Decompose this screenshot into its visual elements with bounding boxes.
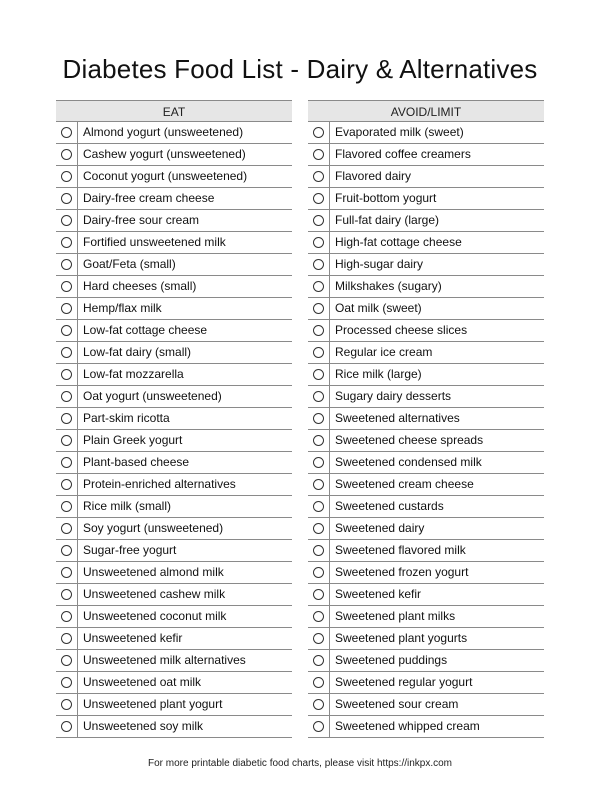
avoid-list bbox=[308, 100, 544, 738]
checkbox-cell bbox=[56, 628, 78, 649]
avoid-list-item bbox=[308, 166, 544, 188]
item-label: Sugar-free yogurt bbox=[83, 543, 177, 557]
checkbox-circle-icon[interactable] bbox=[61, 633, 72, 644]
item-label: Rice milk (large) bbox=[335, 367, 422, 381]
eat-list-item bbox=[56, 364, 292, 386]
checkbox-cell bbox=[308, 122, 330, 143]
checkbox-cell bbox=[56, 232, 78, 253]
checkbox-circle-icon[interactable] bbox=[61, 479, 72, 490]
item-label: Flavored dairy bbox=[335, 169, 412, 183]
avoid-list-item bbox=[308, 540, 544, 562]
avoid-list-item bbox=[308, 496, 544, 518]
item-label: Sweetened condensed milk bbox=[335, 455, 482, 469]
checkbox-cell bbox=[308, 518, 330, 539]
checkbox-circle-icon[interactable] bbox=[313, 325, 324, 336]
checkbox-circle-icon[interactable] bbox=[61, 435, 72, 446]
checkbox-circle-icon[interactable] bbox=[313, 699, 324, 710]
item-label: Low-fat mozzarella bbox=[83, 367, 184, 381]
checkbox-cell bbox=[56, 540, 78, 561]
eat-list-item bbox=[56, 430, 292, 452]
checkbox-circle-icon[interactable] bbox=[61, 303, 72, 314]
checkbox-cell bbox=[308, 386, 330, 407]
item-label: Sweetened flavored milk bbox=[335, 543, 466, 557]
item-label: Sweetened frozen yogurt bbox=[335, 565, 469, 579]
checkbox-cell bbox=[308, 276, 330, 297]
eat-list-item bbox=[56, 188, 292, 210]
item-label: Sweetened regular yogurt bbox=[335, 675, 473, 689]
checkbox-circle-icon[interactable] bbox=[313, 589, 324, 600]
checkbox-cell bbox=[308, 606, 330, 627]
item-label: Milkshakes (sugary) bbox=[335, 279, 442, 293]
checkbox-circle-icon[interactable] bbox=[61, 215, 72, 226]
checkbox-circle-icon[interactable] bbox=[61, 567, 72, 578]
checkbox-cell bbox=[308, 584, 330, 605]
avoid-list-item bbox=[308, 606, 544, 628]
item-label: Rice milk (small) bbox=[83, 499, 171, 513]
eat-list-item bbox=[56, 408, 292, 430]
eat-list-item bbox=[56, 144, 292, 166]
checkbox-cell bbox=[308, 650, 330, 671]
checkbox-cell bbox=[308, 232, 330, 253]
eat-list-item bbox=[56, 672, 292, 694]
item-label: Flavored coffee creamers bbox=[335, 147, 471, 161]
checkbox-circle-icon[interactable] bbox=[61, 677, 72, 688]
checkbox-circle-icon[interactable] bbox=[61, 259, 72, 270]
checkbox-circle-icon[interactable] bbox=[61, 325, 72, 336]
item-label: Soy yogurt (unsweetened) bbox=[83, 521, 224, 535]
avoid-list-item bbox=[308, 650, 544, 672]
item-label: High-sugar dairy bbox=[335, 257, 424, 271]
footer-note: For more printable diabetic food charts, please visit https://inkpx.com bbox=[147, 758, 453, 769]
checkbox-circle-icon[interactable] bbox=[313, 655, 324, 666]
checkbox-cell bbox=[308, 694, 330, 715]
checkbox-cell bbox=[56, 650, 78, 671]
checkbox-circle-icon[interactable] bbox=[61, 281, 72, 292]
checkbox-circle-icon[interactable] bbox=[61, 457, 72, 468]
checkbox-cell bbox=[56, 320, 78, 341]
checkbox-circle-icon[interactable] bbox=[61, 391, 72, 402]
checkbox-cell bbox=[308, 430, 330, 451]
eat-list-item bbox=[56, 474, 292, 496]
item-label: Goat/Feta (small) bbox=[83, 257, 176, 271]
item-label: Full-fat dairy (large) bbox=[335, 213, 440, 227]
eat-list-item bbox=[56, 584, 292, 606]
checkbox-circle-icon[interactable] bbox=[313, 369, 324, 380]
item-label: Unsweetened coconut milk bbox=[83, 609, 227, 623]
eat-list-item bbox=[56, 298, 292, 320]
eat-list-item bbox=[56, 166, 292, 188]
checkbox-cell bbox=[308, 716, 330, 737]
item-label: Sweetened alternatives bbox=[335, 411, 460, 425]
checkbox-circle-icon[interactable] bbox=[313, 611, 324, 622]
avoid-list-item bbox=[308, 430, 544, 452]
item-label: Sweetened plant yogurts bbox=[335, 631, 468, 645]
checkbox-circle-icon[interactable] bbox=[313, 171, 324, 182]
checkbox-cell bbox=[56, 452, 78, 473]
checkbox-cell bbox=[56, 276, 78, 297]
checkbox-cell bbox=[308, 320, 330, 341]
checkbox-cell bbox=[56, 364, 78, 385]
checkbox-circle-icon[interactable] bbox=[313, 193, 324, 204]
avoid-rows bbox=[308, 122, 544, 738]
avoid-list-item bbox=[308, 386, 544, 408]
checkbox-cell bbox=[308, 210, 330, 231]
eat-list-item bbox=[56, 518, 292, 540]
checkbox-cell bbox=[56, 386, 78, 407]
item-label: High-fat cottage cheese bbox=[335, 235, 462, 249]
eat-list-item bbox=[56, 694, 292, 716]
checkbox-circle-icon[interactable] bbox=[61, 369, 72, 380]
checkbox-circle-icon[interactable] bbox=[313, 391, 324, 402]
checkbox-cell bbox=[308, 254, 330, 275]
checkbox-circle-icon[interactable] bbox=[61, 523, 72, 534]
checkbox-circle-icon[interactable] bbox=[313, 149, 324, 160]
eat-list-item bbox=[56, 276, 292, 298]
item-label: Oat milk (sweet) bbox=[335, 301, 422, 315]
avoid-list-item bbox=[308, 342, 544, 364]
item-label: Unsweetened oat milk bbox=[83, 675, 202, 689]
checkbox-cell bbox=[308, 540, 330, 561]
avoid-list-item bbox=[308, 672, 544, 694]
avoid-list-item bbox=[308, 716, 544, 738]
checkbox-cell bbox=[56, 342, 78, 363]
checkbox-cell bbox=[308, 144, 330, 165]
eat-list-item bbox=[56, 320, 292, 342]
checkbox-cell bbox=[308, 364, 330, 385]
checkbox-cell bbox=[308, 496, 330, 517]
avoid-list-item bbox=[308, 276, 544, 298]
checkbox-circle-icon[interactable] bbox=[61, 193, 72, 204]
checkbox-circle-icon[interactable] bbox=[313, 523, 324, 534]
item-label: Cashew yogurt (unsweetened) bbox=[83, 147, 246, 161]
eat-list-item bbox=[56, 496, 292, 518]
item-label: Sweetened kefir bbox=[335, 587, 422, 601]
checkbox-circle-icon[interactable] bbox=[313, 545, 324, 556]
checkbox-circle-icon[interactable] bbox=[61, 237, 72, 248]
checkbox-circle-icon[interactable] bbox=[313, 677, 324, 688]
eat-list-item bbox=[56, 628, 292, 650]
checkbox-cell bbox=[56, 210, 78, 231]
avoid-list-item bbox=[308, 584, 544, 606]
avoid-list-item bbox=[308, 122, 544, 144]
avoid-list-item bbox=[308, 562, 544, 584]
item-label: Processed cheese slices bbox=[335, 323, 468, 337]
eat-list-item bbox=[56, 606, 292, 628]
checkbox-circle-icon[interactable] bbox=[61, 149, 72, 160]
checkbox-circle-icon[interactable] bbox=[313, 567, 324, 578]
eat-list-item bbox=[56, 562, 292, 584]
checkbox-cell bbox=[56, 408, 78, 429]
avoid-list-item bbox=[308, 254, 544, 276]
eat-list-item bbox=[56, 232, 292, 254]
item-label: Oat yogurt (unsweetened) bbox=[83, 389, 222, 403]
checkbox-circle-icon[interactable] bbox=[313, 633, 324, 644]
item-label: Sugary dairy desserts bbox=[335, 389, 452, 403]
checkbox-cell bbox=[56, 430, 78, 451]
checkbox-circle-icon[interactable] bbox=[313, 237, 324, 248]
eat-list-item bbox=[56, 386, 292, 408]
item-label: Unsweetened cashew milk bbox=[83, 587, 226, 601]
item-label: Unsweetened milk alternatives bbox=[83, 653, 246, 667]
item-label: Unsweetened almond milk bbox=[83, 565, 224, 579]
checkbox-circle-icon[interactable] bbox=[61, 501, 72, 512]
avoid-list-item bbox=[308, 518, 544, 540]
eat-rows bbox=[56, 122, 292, 738]
item-label: Unsweetened plant yogurt bbox=[83, 697, 223, 711]
eat-list-item bbox=[56, 716, 292, 738]
item-label: Plain Greek yogurt bbox=[83, 433, 183, 447]
checkbox-cell bbox=[308, 562, 330, 583]
checkbox-circle-icon[interactable] bbox=[61, 347, 72, 358]
checkbox-cell bbox=[56, 584, 78, 605]
avoid-list-item bbox=[308, 232, 544, 254]
item-label: Dairy-free cream cheese bbox=[83, 191, 215, 205]
checkbox-cell bbox=[56, 518, 78, 539]
item-label: Plant-based cheese bbox=[83, 455, 190, 469]
item-label: Sweetened dairy bbox=[335, 521, 425, 535]
checkbox-circle-icon[interactable] bbox=[313, 259, 324, 270]
eat-list-item bbox=[56, 122, 292, 144]
avoid-list-item bbox=[308, 364, 544, 386]
checkbox-cell bbox=[308, 408, 330, 429]
eat-header: EAT bbox=[56, 100, 292, 122]
checkbox-circle-icon[interactable] bbox=[313, 127, 324, 138]
checkbox-circle-icon[interactable] bbox=[313, 303, 324, 314]
checkbox-circle-icon[interactable] bbox=[313, 479, 324, 490]
avoid-list-item bbox=[308, 628, 544, 650]
eat-list-item bbox=[56, 452, 292, 474]
checkbox-circle-icon[interactable] bbox=[313, 457, 324, 468]
checkbox-cell bbox=[56, 496, 78, 517]
item-label: Coconut yogurt (unsweetened) bbox=[83, 169, 248, 183]
eat-list-item bbox=[56, 540, 292, 562]
avoid-list-item bbox=[308, 144, 544, 166]
checkbox-circle-icon[interactable] bbox=[61, 413, 72, 424]
checkbox-circle-icon[interactable] bbox=[61, 611, 72, 622]
checkbox-circle-icon[interactable] bbox=[313, 347, 324, 358]
eat-list-item bbox=[56, 210, 292, 232]
item-label: Regular ice cream bbox=[335, 345, 433, 359]
item-label: Sweetened plant milks bbox=[335, 609, 456, 623]
checkbox-cell bbox=[56, 254, 78, 275]
item-label: Hard cheeses (small) bbox=[83, 279, 197, 293]
eat-list-item bbox=[56, 650, 292, 672]
item-label: Part-skim ricotta bbox=[83, 411, 170, 425]
eat-list-item bbox=[56, 254, 292, 276]
checkbox-cell bbox=[308, 298, 330, 319]
checkbox-circle-icon[interactable] bbox=[61, 699, 72, 710]
item-label: Sweetened whipped cream bbox=[335, 719, 480, 733]
item-label: Sweetened cream cheese bbox=[335, 477, 474, 491]
item-label: Protein-enriched alternatives bbox=[83, 477, 236, 491]
checkbox-cell bbox=[56, 188, 78, 209]
checkbox-cell bbox=[308, 452, 330, 473]
checkbox-circle-icon[interactable] bbox=[61, 127, 72, 138]
item-label: Unsweetened soy milk bbox=[83, 719, 204, 733]
item-label: Almond yogurt (unsweetened) bbox=[83, 125, 244, 139]
item-label: Fortified unsweetened milk bbox=[83, 235, 226, 249]
avoid-list-item bbox=[308, 694, 544, 716]
item-label: Low-fat cottage cheese bbox=[83, 323, 208, 337]
checkbox-cell bbox=[56, 122, 78, 143]
checkbox-cell bbox=[308, 342, 330, 363]
checkbox-circle-icon[interactable] bbox=[61, 655, 72, 666]
item-label: Sweetened cheese spreads bbox=[335, 433, 484, 447]
checkbox-circle-icon[interactable] bbox=[61, 721, 72, 732]
checkbox-cell bbox=[56, 694, 78, 715]
checkbox-cell bbox=[56, 606, 78, 627]
avoid-list-item bbox=[308, 298, 544, 320]
avoid-list-item bbox=[308, 188, 544, 210]
checkbox-cell bbox=[308, 188, 330, 209]
item-label: Sweetened sour cream bbox=[335, 697, 459, 711]
avoid-header: AVOID/LIMIT bbox=[308, 100, 544, 122]
checkbox-circle-icon[interactable] bbox=[61, 545, 72, 556]
checkbox-cell bbox=[56, 166, 78, 187]
item-label: Unsweetened kefir bbox=[83, 631, 183, 645]
checkbox-cell bbox=[56, 298, 78, 319]
checkbox-circle-icon[interactable] bbox=[313, 435, 324, 446]
item-label: Dairy-free sour cream bbox=[83, 213, 200, 227]
checkbox-cell bbox=[56, 474, 78, 495]
eat-list bbox=[56, 100, 292, 738]
checkbox-cell bbox=[56, 716, 78, 737]
avoid-list-item bbox=[308, 452, 544, 474]
item-label: Low-fat dairy (small) bbox=[83, 345, 192, 359]
item-label: Fruit-bottom yogurt bbox=[335, 191, 437, 205]
checkbox-cell bbox=[56, 562, 78, 583]
item-label: Sweetened puddings bbox=[335, 653, 448, 667]
checkbox-circle-icon[interactable] bbox=[61, 171, 72, 182]
avoid-list-item bbox=[308, 474, 544, 496]
checkbox-cell bbox=[308, 474, 330, 495]
item-label: Sweetened custards bbox=[335, 499, 444, 513]
checkbox-circle-icon[interactable] bbox=[313, 501, 324, 512]
checkbox-circle-icon[interactable] bbox=[61, 589, 72, 600]
checkbox-cell bbox=[56, 144, 78, 165]
item-label: Hemp/flax milk bbox=[83, 301, 162, 315]
checkbox-cell bbox=[308, 672, 330, 693]
checkbox-circle-icon[interactable] bbox=[313, 721, 324, 732]
avoid-list-item bbox=[308, 320, 544, 342]
item-label: Evaporated milk (sweet) bbox=[335, 125, 464, 139]
eat-list-item bbox=[56, 342, 292, 364]
checkbox-cell bbox=[56, 672, 78, 693]
checkbox-cell bbox=[308, 628, 330, 649]
checkbox-circle-icon[interactable] bbox=[313, 281, 324, 292]
avoid-list-item bbox=[308, 408, 544, 430]
page-title: Diabetes Food List - Dairy & Alternatives bbox=[62, 54, 538, 84]
avoid-list-item bbox=[308, 210, 544, 232]
checkbox-circle-icon[interactable] bbox=[313, 215, 324, 226]
checkbox-cell bbox=[308, 166, 330, 187]
checkbox-circle-icon[interactable] bbox=[313, 413, 324, 424]
